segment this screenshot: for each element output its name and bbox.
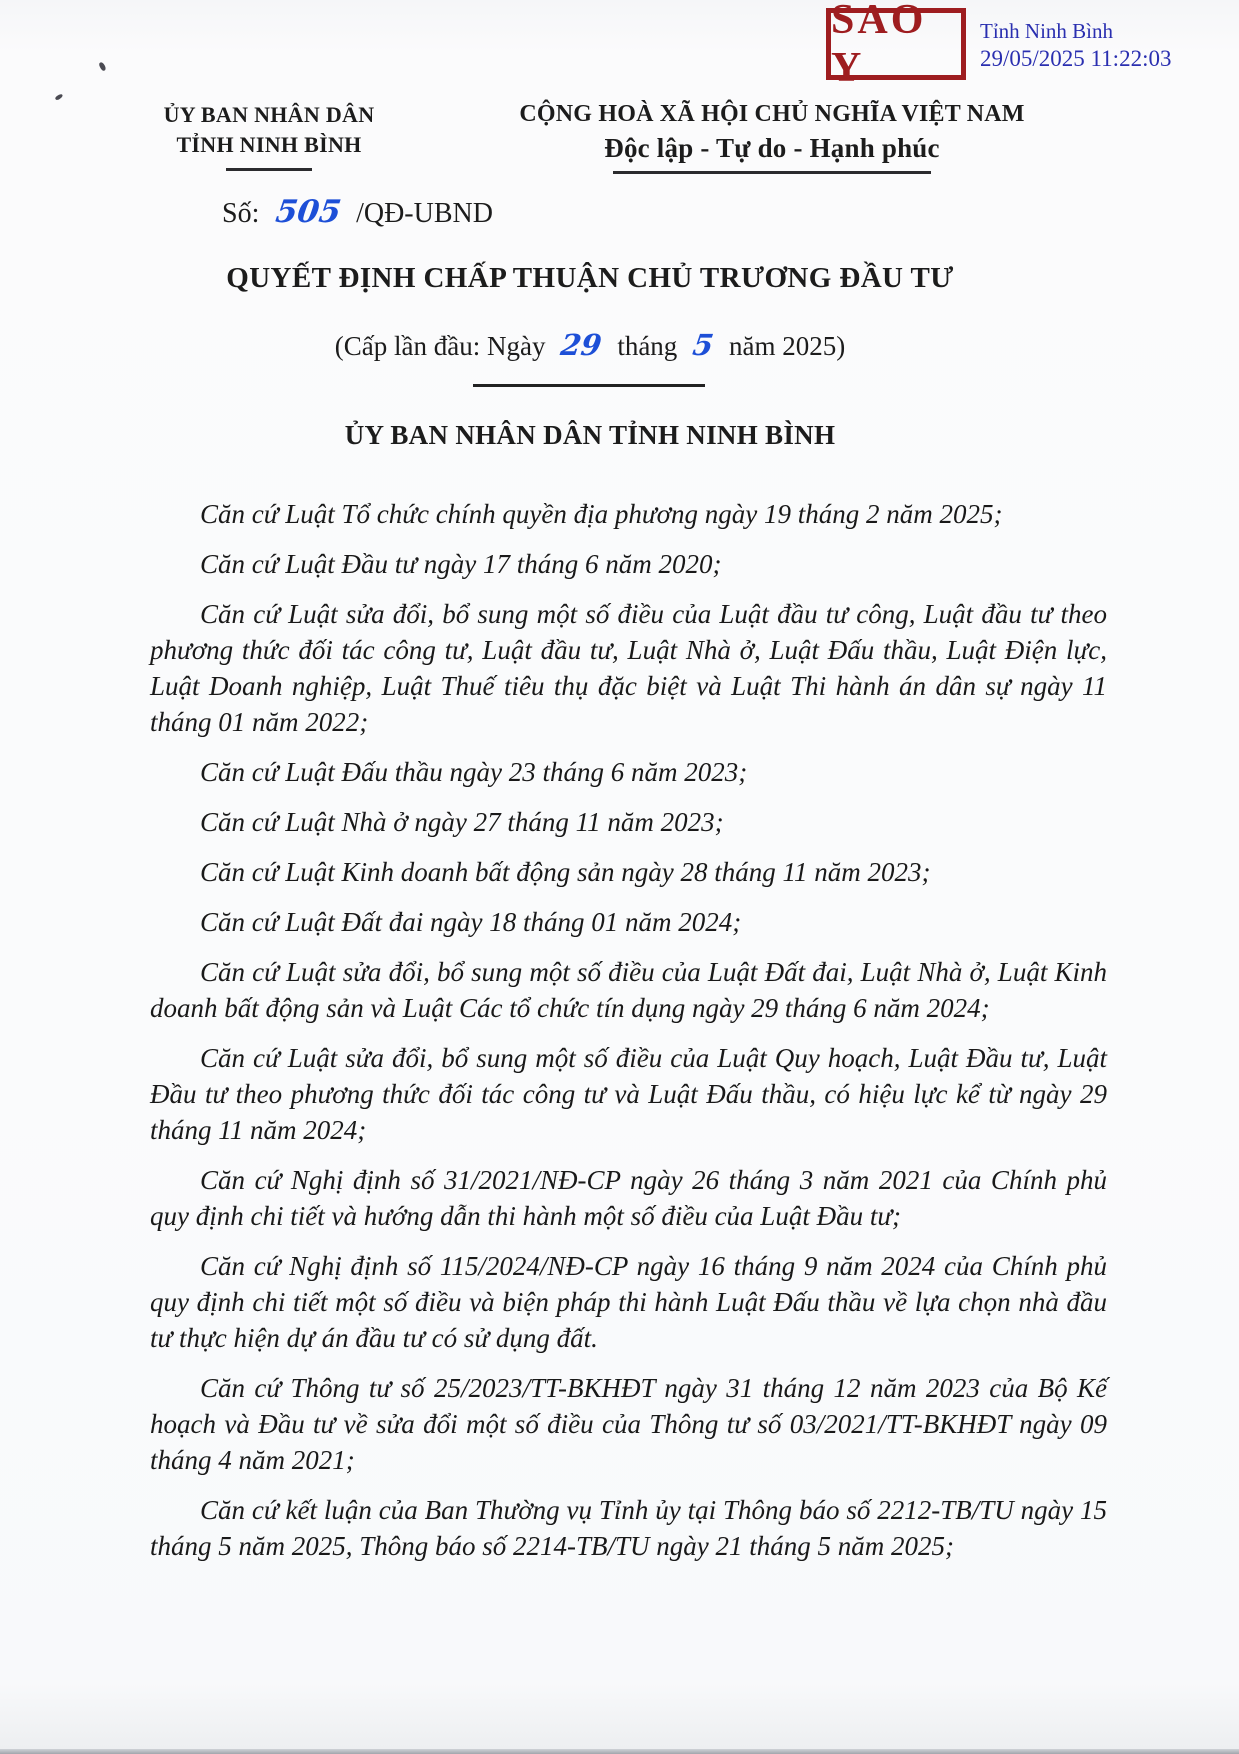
- paragraph: Căn cứ Luật Đấu thầu ngày 23 tháng 6 năm 2023;: [200, 757, 748, 787]
- paragraph: Căn cứ Luật Nhà ở ngày 27 tháng 11 năm 2023;: [200, 807, 724, 837]
- national-header-rule: [613, 171, 931, 174]
- issuing-authority: ỦY BAN NHÂN DÂN TỈNH NINH BÌNH: [344, 420, 836, 450]
- paragraph: Căn cứ Luật Kinh doanh bất động sản ngày 28 tháng 11 năm 2023;: [200, 857, 931, 887]
- paragraph: Căn cứ Luật Tổ chức chính quyền địa phương ngày 19 tháng 2 năm 2025;: [200, 499, 1003, 529]
- sao-y-stamp: [826, 0, 966, 91]
- document-number: [222, 194, 493, 230]
- paragraph: Căn cứ Luật Đất đai ngày 18 tháng 01 năm 2024;: [200, 907, 742, 937]
- paragraph: Căn cứ Luật sửa đổi, bổ sung một số điều của Luật đầu tư công, Luật đầu tư theo phương thức đối tác công tư, Luật đầu tư, Luật Nhà ở, Luật Đấu thầu, Luật Điện lực, Luật Doanh nghiệp, Luật Thuế tiêu thụ đặc biệt và Luật Thi hành án dân sự ngày 11 tháng 01 năm 2022;: [150, 599, 1107, 737]
- stamp-org: Tỉnh Ninh Bình: [980, 19, 1114, 43]
- paragraph: Căn cứ Nghị định số 115/2024/NĐ-CP ngày 16 tháng 9 năm 2024 của Chính phủ quy định chi tiết một số điều và biện pháp thi hành Luật Đấu thầu về lựa chọn nhà đầu tư thực hiện dự án đầu tư có sử dụng đất.: [150, 1251, 1107, 1353]
- org-name-line1: ỦY BAN NHÂN DÂN: [163, 102, 375, 127]
- issue-day-handwritten: 29: [558, 328, 604, 362]
- subtitle-suffix: năm 2025): [729, 331, 846, 361]
- org-header: [155, 100, 383, 171]
- subtitle-rule: [473, 384, 705, 387]
- sao-y-stamp-label: SAO Y: [831, 0, 927, 91]
- national-title: CỘNG HOÀ XÃ HỘI CHỦ NGHĨA VIỆT NAM: [519, 101, 1025, 127]
- scan-speck: [98, 61, 106, 71]
- document-subtitle: [90, 328, 1090, 362]
- paragraph: Căn cứ Thông tư số 25/2023/TT-BKHĐT ngày 31 tháng 12 năm 2023 của Bộ Kế hoạch và Đầu tư về sửa đổi một số điều của Thông tư số 03/2021/TT-BKHĐT ngày 09 tháng 4 năm 2021;: [150, 1373, 1107, 1475]
- paragraph: Căn cứ Nghị định số 31/2021/NĐ-CP ngày 26 tháng 3 năm 2021 của Chính phủ quy định chi tiết và hướng dẫn thi hành một số điều của Luật Đầu tư;: [150, 1165, 1107, 1231]
- subtitle-prefix: (Cấp lần đầu: Ngày: [334, 331, 546, 361]
- document-number-label: Số:: [222, 198, 260, 229]
- org-header-rule: [226, 168, 312, 171]
- scan-bottom-edge: [0, 1749, 1239, 1754]
- stamp-metadata: [980, 18, 1171, 72]
- issue-month-handwritten: 5: [690, 328, 716, 362]
- national-header: [518, 98, 1026, 174]
- paragraph: Căn cứ kết luận của Ban Thường vụ Tỉnh ủy tại Thông báo số 2212-TB/TU ngày 15 tháng 5 năm 2025, Thông báo số 2214-TB/TU ngày 21 tháng 5 năm 2025;: [150, 1495, 1107, 1561]
- stamp-datetime: 29/05/2025 11:22:03: [980, 46, 1172, 71]
- body-paragraphs: [150, 496, 1107, 1578]
- national-motto: Độc lập - Tự do - Hạnh phúc: [604, 133, 940, 163]
- paragraph: Căn cứ Luật Đầu tư ngày 17 tháng 6 năm 2020;: [200, 549, 722, 579]
- paragraph: Căn cứ Luật sửa đổi, bổ sung một số điều của Luật Quy hoạch, Luật Đầu tư, Luật Đầu tư theo phương thức đối tác công tư và Luật Đấu thầu, có hiệu lực kể từ ngày 29 tháng 11 năm 2024;: [150, 1043, 1107, 1145]
- org-name-line2: TỈNH NINH BÌNH: [176, 132, 362, 157]
- scan-speck: [55, 93, 64, 101]
- document-number-suffix: /QĐ-UBND: [356, 198, 493, 229]
- document-number-value-handwritten: 505: [273, 194, 344, 230]
- document-title: QUYẾT ĐỊNH CHẤP THUẬN CHỦ TRƯƠNG ĐẦU TƯ: [226, 262, 954, 294]
- paragraph: Căn cứ Luật sửa đổi, bổ sung một số điều của Luật Đất đai, Luật Nhà ở, Luật Kinh doanh bất động sản và Luật Các tổ chức tín dụng ngày 29 tháng 6 năm 2024;: [150, 957, 1107, 1023]
- subtitle-middle: tháng: [617, 331, 678, 361]
